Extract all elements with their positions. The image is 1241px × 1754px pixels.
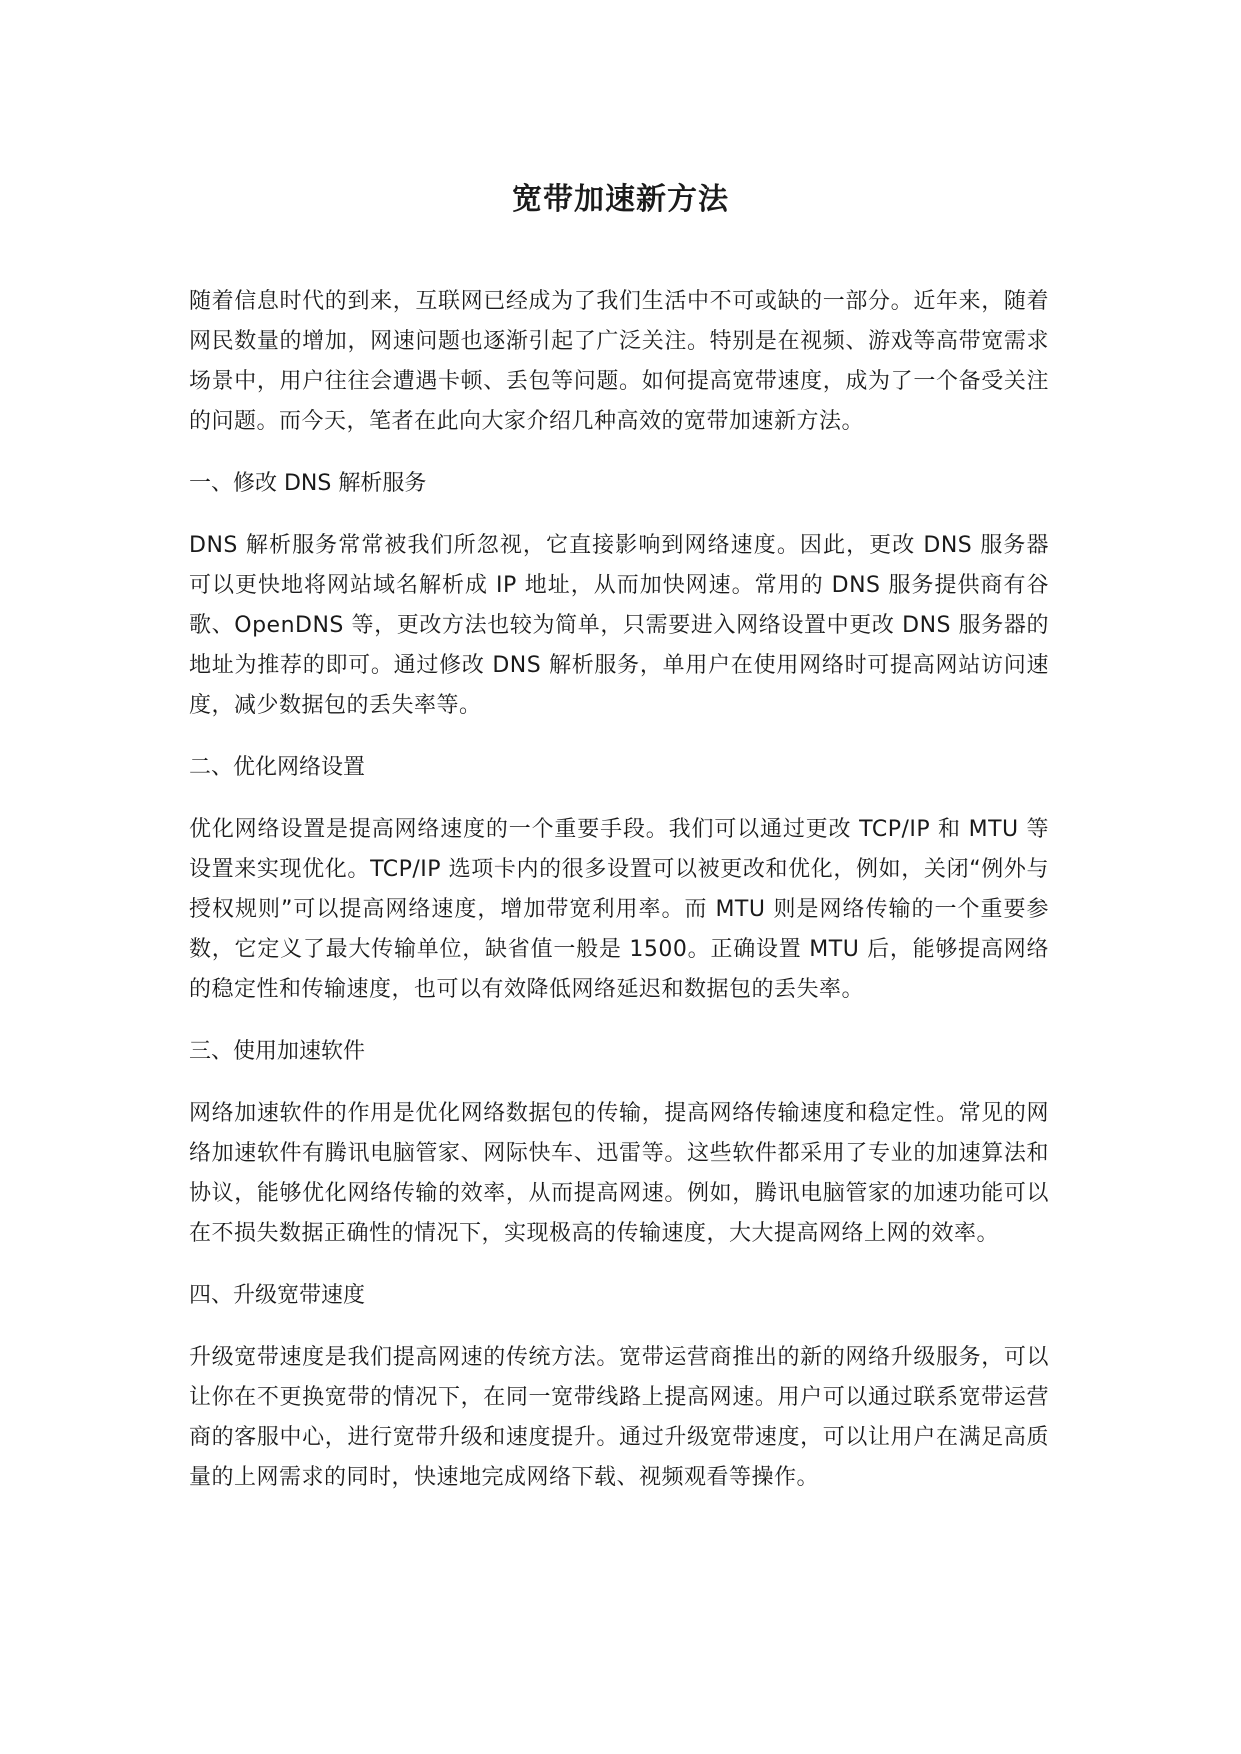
- section-heading-upgrade-bandwidth: 四、升级宽带速度: [189, 1283, 366, 1308]
- section-heading-acceleration-software: 三、使用加速软件: [189, 1039, 366, 1064]
- intro-paragraph: 随着信息时代的到来，互联网已经成为了我们生活中不可或缺的一部分。近年来，随着网民数量的增加，网速问题也逐渐引起了广泛关注。特别是在视频、游戏等高带宽需求场景中，用户往往会遭遇卡顿、丢包等问题。如何提高宽带速度，成为了一个备受关注的问题。而今天，笔者在此向大家介绍几种高效的宽带加速新方法。: [189, 289, 1049, 434]
- document-title: 宽带加速新方法: [512, 182, 729, 217]
- section-heading-dns: 一、修改 DNS 解析服务: [189, 471, 427, 496]
- document-body: [189, 282, 1049, 1520]
- section-paragraph-network-settings: 优化网络设置是提高网络速度的一个重要手段。我们可以通过更改 TCP/IP 和 MTU 等设置来实现优化。TCP/IP 选项卡内的很多设置可以被更改和优化，例如，关闭“例外与授权规则”可以提高网络速度，增加带宽利用率。而 MTU 则是网络传输的一个重要参数，它定义了最大传输单位，缺省值一般是 1500。正确设置 MTU 后，能够提高网络的稳定性和传输速度，也可以有效降低网络延迟和数据包的丢失率。: [189, 817, 1049, 1002]
- section-paragraph-upgrade-bandwidth: 升级宽带速度是我们提高网速的传统方法。宽带运营商推出的新的网络升级服务，可以让你在不更换宽带的情况下，在同一宽带线路上提高网速。用户可以通过联系宽带运营商的客服中心，进行宽带升级和速度提升。通过升级宽带速度，可以让用户在满足高质量的上网需求的同时，快速地完成网络下载、视频观看等操作。: [189, 1345, 1049, 1490]
- section-paragraph-acceleration-software: 网络加速软件的作用是优化网络数据包的传输，提高网络传输速度和稳定性。常见的网络加速软件有腾讯电脑管家、网际快车、迅雷等。这些软件都采用了专业的加速算法和协议，能够优化网络传输的效率，从而提高网速。例如，腾讯电脑管家的加速功能可以在不损失数据正确性的情况下，实现极高的传输速度，大大提高网络上网的效率。: [189, 1101, 1049, 1246]
- section-heading-network-settings: 二、优化网络设置: [189, 755, 366, 780]
- section-paragraph-dns: DNS 解析服务常常被我们所忽视，它直接影响到网络速度。因此，更改 DNS 服务器可以更快地将网站域名解析成 IP 地址，从而加快网速。常用的 DNS 服务提供商有谷歌、OpenDNS 等，更改方法也较为简单，只需要进入网络设置中更改 DNS 服务器的地址为推荐的即可。通过修改 DNS 解析服务，单用户在使用网络时可提高网站访问速度，减少数据包的丢失率等。: [189, 533, 1049, 718]
